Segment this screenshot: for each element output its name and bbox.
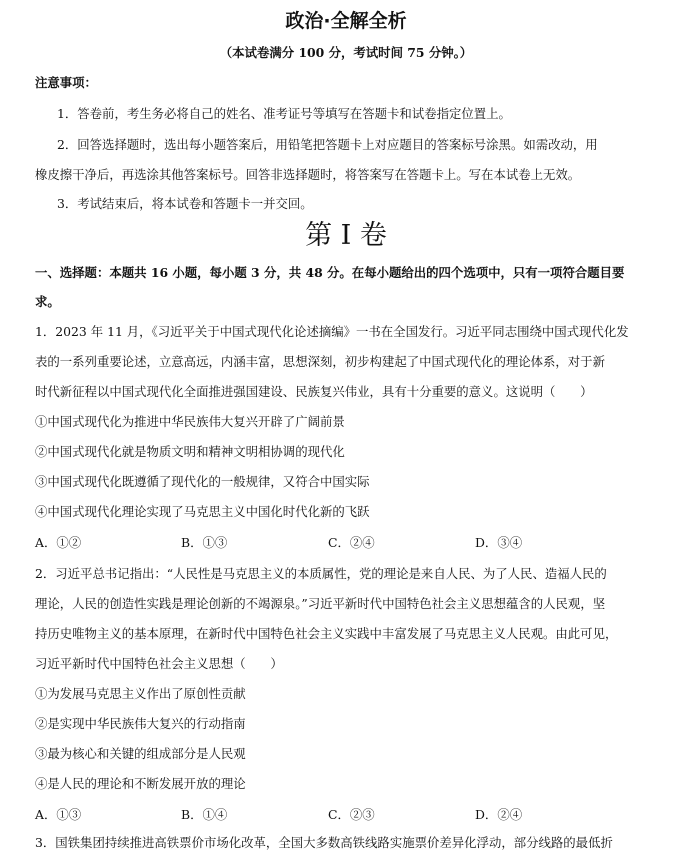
question-2-stem: 持历史唯物主义的基本原理，在新时代中国特色社会主义实践中丰富发展了马克思主义人民观。由此可见，	[35, 626, 618, 641]
section-heading: 一、选择题：本题共 16 小题，每小题 3 分，共 48 分。在每小题给出的四个选项中，只有一项符合题目要	[35, 265, 625, 280]
question-1-stem: 1．2023 年 11 月，《习近平关于中国式现代化论述摘编》一书在全国发行。习近平同志围绕中国式现代化发	[35, 324, 629, 339]
question-1-stem: 时代新征程以中国式现代化全面推进强国建设、民族复兴伟业，具有十分重要的意义。这说明（ ）	[35, 384, 593, 399]
note-item: 2．回答选择题时，选出每小题答案后，用铅笔把答题卡上对应题目的答案标号涂黑。如需改动，用	[57, 137, 598, 152]
question-2-statement: ④是人民的理论和不断发展开放的理论	[35, 776, 246, 791]
question-1-statement: ①中国式现代化为推进中华民族伟大复兴开辟了广阔前景	[35, 414, 345, 429]
question-2-statement: ②是实现中华民族伟大复兴的行动指南	[35, 716, 246, 731]
question-2-option-b: B．①④	[181, 807, 228, 822]
question-2-option-d: D．②④	[475, 807, 523, 822]
page-title: 政治·全解全析	[285, 10, 407, 32]
note-item-continued: 橡皮擦干净后，再选涂其他答案标号。回答非选择题时，将答案写在答题卡上。写在本试卷上无效。	[35, 167, 581, 182]
question-1-statement: ③中国式现代化既遵循了现代化的一般规律，又符合中国实际	[35, 474, 370, 489]
question-2-stem: 理论，人民的创造性实践是理论创新的不竭源泉。”习近平新时代中国特色社会主义思想蕴含的人民观，坚	[35, 596, 606, 611]
question-1-option-b: B．①③	[181, 535, 228, 550]
question-3-stem: 3．国铁集团持续推进高铁票价市场化改革，全国大多数高铁线路实施票价差异化浮动，部分线路的最低折	[35, 835, 613, 850]
question-1-option-d: D．③④	[475, 535, 523, 550]
question-2-stem: 习近平新时代中国特色社会主义思想（ ）	[35, 656, 283, 671]
note-item: 1．答卷前，考生务必将自己的姓名、准考证号等填写在答题卡和试卷指定位置上。	[57, 106, 511, 121]
question-2-option-c: C．②③	[328, 807, 375, 822]
exam-info: （本试卷满分 100 分，考试时间 75 分钟。）	[219, 45, 473, 60]
question-2-statement: ③最为核心和关键的组成部分是人民观	[35, 746, 246, 761]
question-2-option-a: A．①③	[35, 807, 82, 822]
notes-heading: 注意事项：	[35, 75, 97, 90]
question-1-statement: ④中国式现代化理论实现了马克思主义中国化时代化新的飞跃	[35, 504, 370, 519]
question-1-stem: 表的一系列重要论述，立意高远，内涵丰富，思想深刻，初步构建起了中国式现代化的理论体系，对于新	[35, 354, 605, 369]
volume-title: 第 I 卷	[305, 220, 387, 251]
section-heading-continued: 求。	[35, 294, 60, 309]
question-1-option-a: A．①②	[35, 535, 82, 550]
question-1-option-c: C．②④	[328, 535, 375, 550]
question-1-statement: ②中国式现代化就是物质文明和精神文明相协调的现代化	[35, 444, 345, 459]
question-2-statement: ①为发展马克思主义作出了原创性贡献	[35, 686, 246, 701]
note-item: 3．考试结束后，将本试卷和答题卡一并交回。	[57, 196, 313, 211]
question-2-stem: 2．习近平总书记指出：“人民性是马克思主义的本质属性，党的理论是来自人民、为了人民、造福人民的	[35, 566, 607, 581]
